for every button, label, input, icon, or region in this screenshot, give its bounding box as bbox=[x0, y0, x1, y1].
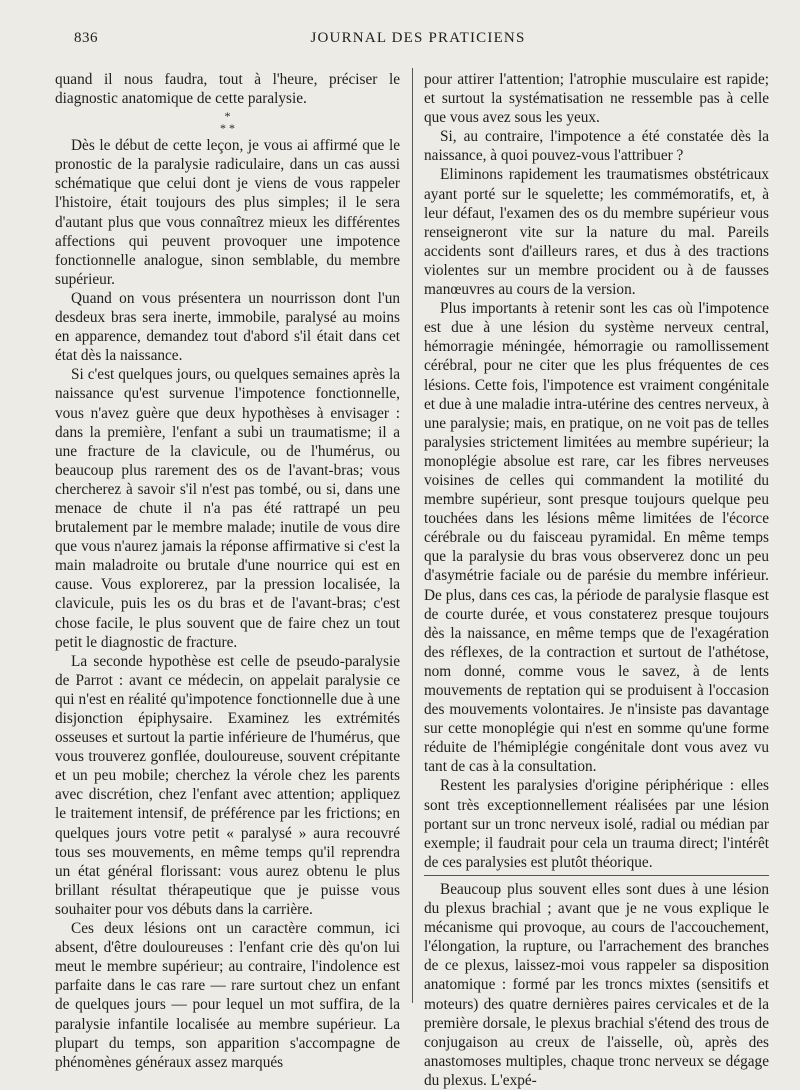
asterism-ornament: * * * bbox=[220, 109, 235, 136]
paragraph: La seconde hypothèse est celle de pseudo-paralysie de Parrot : avant ce médecin, on appelait paralysie ce qui n'est en réalité qu'impotence fonctionnelle due à une disjonction épiphysaire. Examinez les extrémités osseuses et surtout la partie inférieure de l'humérus, que vous trouverez gonflée, douloureuse, souvent crépitante et un peu mobile; cherchez la vérole chez les parents avec discrétion, chez l'enfant avec attention; appliquez le traitement intensif, de préférence par les frictions; en quelques jours votre petit « paralysé » aura recouvré tous ses mouvements, en même temps qu'il reprendra un état général florissant: vous aurez obtenu le plus brillant résultat thérapeutique que je puisse vous souhaiter pour vos débuts dans la carrière. bbox=[55, 652, 400, 918]
column-divider bbox=[412, 68, 413, 1003]
paragraph: Dès le début de cette leçon, je vous ai affirmé que le pronostic de la paralysie radiculaire, dans un cas aussi schématique que celui dont je viens de vous rappeler l'histoire, était toujours des plus simples; il le sera d'autant plus que vous connaîtrez mieux les différentes affections qui peuvent provoquer une impotence fonctionnelle analogue, sinon semblable, du membre supérieur. bbox=[55, 137, 400, 288]
section-rule bbox=[424, 875, 769, 876]
paragraph: Eliminons rapidement les traumatismes obstétricaux ayant porté sur le squelette; les commémoratifs, et, à leur défaut, l'examen des os du membre supérieur vous renseigneront vite sur la nature du mal. Pareils accidents sont d'ailleurs rares, et dus à des tractions violentes sur un membre procident ou à de fausses manœuvres au cours de la version. bbox=[424, 166, 769, 299]
paragraph: pour attirer l'attention; l'atrophie musculaire est rapide; et surtout la systématisation ne ressemble pas à celle que vous avez sous les yeux. bbox=[424, 71, 769, 127]
paragraph: Restent les paralysies d'origine périphérique : elles sont très exceptionnellement réalisées par une lésion portant sur un tronc nerveux isolé, radial ou médian par exemple; il faudrait pour cela un trauma direct; l'intérêt de ces paralysies est plutôt théorique. bbox=[424, 777, 769, 871]
journal-title: JOURNAL DES PRATICIENS bbox=[310, 30, 526, 46]
paragraph: Plus importants à retenir sont les cas où l'impotence est due à une lésion du système nerveux central, hémorragie méningée, hémorragie ou ramollissement cérébral, pour ne citer que les plus fréquentes de ces lésions. Cette fois, l'impotence est vraiment congénitale et due à une maladie intra-utérine des centres nerveux, à une paralysie; mais, en pratique, on ne voit pas de telles paralysies strictement limitées au membre supérieur; la monoplégie absolue est rare, car les fibres nerveuses voisines de celles qui commandent la motilité du membre supérieur, sont presque toujours quelque peu touchées dans les lésions même limitées de l'écorce cérébrale ou du faisceau pyramidal. En même temps que la paralysie du bras vous observerez donc un peu d'asymétrie faciale ou de parésie du membre inférieur. De plus, dans ces cas, la période de paralysie flasque est de courte durée, et vous constaterez presque toujours dès la naissance, en même temps que de l'exagération des réflexes, de la contraction et surtout de l'athétose, nom donné, comme vous le savez, à de lents mouvements de reptation qui se produisent à l'occasion des mouvements volontaires. Je n'insiste pas davantage sur cette monoplégie qui n'est en somme qu'une forme réduite de l'hémiplégie congénitale dont vous avez vu tant de cas à la consultation. bbox=[424, 300, 769, 776]
paragraph: quand il nous faudra, tout à l'heure, préciser le diagnostic anatomique de cette paralysie. bbox=[55, 71, 400, 108]
left-column bbox=[55, 70, 400, 1072]
page-number: 836 bbox=[74, 30, 98, 46]
paragraph: Si c'est quelques jours, ou quelques semaines après la naissance qu'est survenue l'impotence fonctionnelle, vous n'avez guère que deux hypothèses à envisager : dans la première, l'enfant a subi un traumatisme; il a une fracture de la clavicule, ou de l'humérus, ou beaucoup plus rarement des os de l'avant-bras; vous chercherez à savoir s'il n'est pas tombé, ou si, dans une menace de chute il n'a pas été rattrapé un peu brutalement par le membre malade; inutile de vous dire que vous n'aurez jamais la réponse affirmative si c'est la main maladroite ou brutale d'une nourrice qui est en cause. Vous explorerez, par la pression localisée, la clavicule, puis les os du bras et de l'avant-bras; c'est chose facile, le plus souvent que de faire chez un tout petit le diagnostic de fracture. bbox=[55, 366, 400, 651]
paragraph: Si, au contraire, l'impotence a été constatée dès la naissance, à quoi pouvez-vous l'attribuer ? bbox=[424, 128, 769, 165]
right-column bbox=[424, 70, 769, 1090]
paragraph: Ces deux lésions ont un caractère commun, ici absent, d'être douloureuses : l'enfant crie dès qu'on lui meut le membre supérieur; au contraire, l'indolence est parfaite dans le cas rare — rare surtout chez un enfant de quelques jours — pour lequel un mot suffira, de la paralysie infantile localisée au membre supérieur. La plupart du temps, son apparition s'accompagne de phénomènes généraux assez marqués bbox=[55, 920, 400, 1071]
running-header bbox=[58, 30, 778, 52]
paragraph: Quand on vous présentera un nourrisson dont l'un desdeux bras sera inerte, immobile, paralysé au moins en apparence, demandez tout d'abord s'il était dans cet état dès la naissance. bbox=[55, 289, 400, 365]
paragraph: Beaucoup plus souvent elles sont dues à une lésion du plexus brachial ; avant que je ne vous explique le mécanisme qui provoque, au cours de l'accouchement, l'élongation, la rupture, ou l'arrachement des branches de ce plexus, laissez-moi vous rappeler sa disposition anatomique : formé par les troncs mixtes (sensitifs et moteurs) des quatre dernières paires cervicales et de la première dorsale, le plexus brachial s'étend des trous de conjugaison au creux de l'aisselle, où, après des anastomoses multiples, chaque tronc nerveux se dégage du plexus. L'expé- bbox=[424, 880, 769, 1089]
